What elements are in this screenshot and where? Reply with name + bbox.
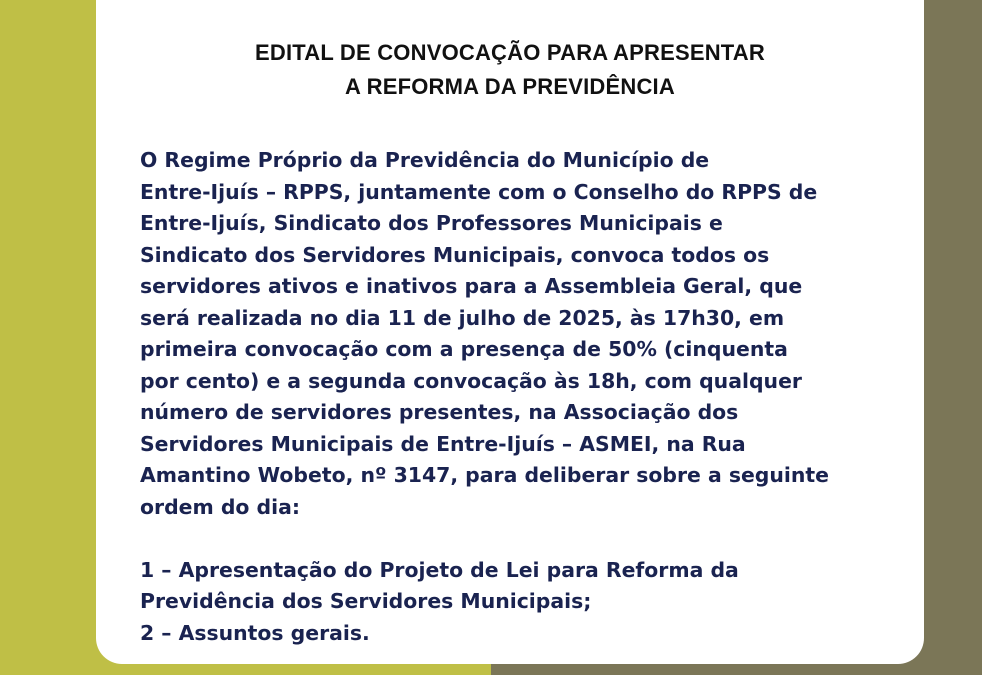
body-line: ordem do dia:	[140, 494, 301, 519]
title-line-2: A REFORMA DA PREVIDÊNCIA	[345, 74, 675, 99]
agenda-item-1-continued: Previdência dos Servidores Municipais;	[140, 589, 592, 613]
document-body	[140, 145, 900, 649]
agenda-item-2: 2 – Assuntos gerais.	[140, 620, 370, 645]
body-line: primeira convocação com a presença de 50% (cinquenta	[140, 337, 788, 361]
document-title	[96, 36, 924, 104]
paragraph-gap	[140, 523, 900, 555]
body-line: Entre-Ijuís – RPPS, juntamente com o Conselho do RPPS de	[140, 179, 818, 204]
title-line-1: EDITAL DE CONVOCAÇÃO PARA APRESENTAR	[255, 40, 765, 65]
body-line: Amantino Wobeto, nº 3147, para deliberar sobre a seguinte	[140, 463, 829, 487]
body-line: servidores ativos e inativos para a Assembleia Geral, que	[140, 274, 803, 298]
body-line: Sindicato dos Servidores Municipais, convoca todos os	[140, 242, 770, 267]
agenda-item-1: 1 – Apresentação do Projeto de Lei para Reforma da	[140, 557, 739, 582]
body-line: Entre-Ijuís, Sindicato dos Professores Municipais e	[140, 211, 723, 235]
body-line: será realizada no dia 11 de julho de 2025, às 17h30, em	[140, 305, 785, 330]
body-line: O Regime Próprio da Previdência do Município de	[140, 148, 710, 172]
body-line: Servidores Municipais de Entre-Ijuís – ASMEI, na Rua	[140, 431, 746, 456]
body-line: número de servidores presentes, na Associação dos	[140, 400, 739, 424]
body-line: por cento) e a segunda convocação às 18h, com qualquer	[140, 368, 802, 393]
